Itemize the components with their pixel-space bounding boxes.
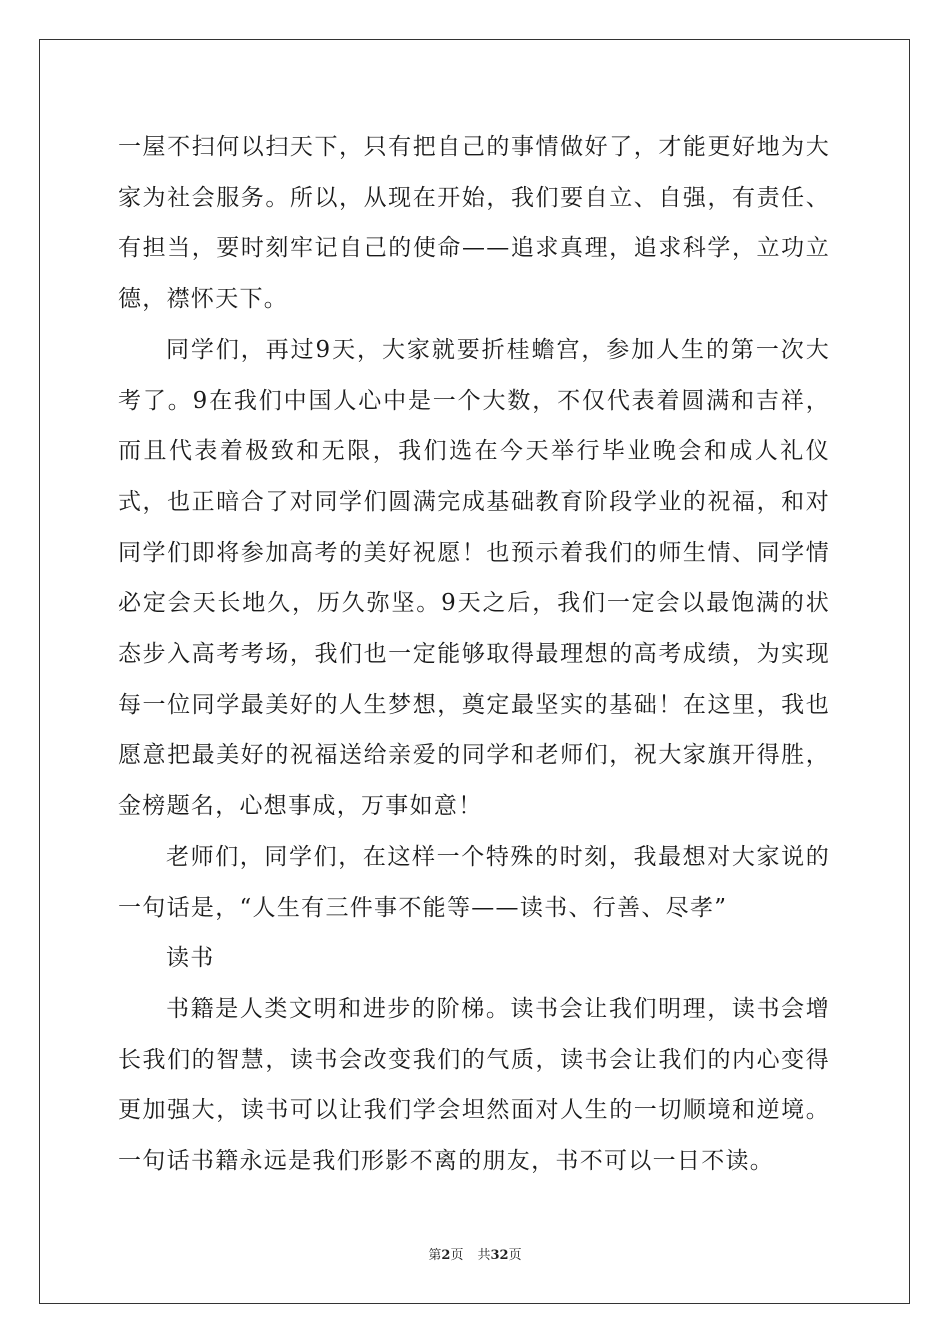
- document-body: [118, 122, 830, 1187]
- paragraph-1: 一屋不扫何以扫天下，只有把自己的事情做好了，才能更好地为大家为社会服务。所以，从现在开始，我们要自立、自强，有责任、有担当，要时刻牢记自己的使命——追求真理，追求科学，立功立德，襟怀天下。: [118, 134, 830, 313]
- total-prefix: 共: [477, 1248, 491, 1263]
- page-prefix: 第: [428, 1248, 442, 1263]
- page-footer: [0, 1247, 950, 1265]
- paragraph-4: 书籍是人类文明和进步的阶梯。读书会让我们明理，读书会增长我们的智慧，读书会改变我们的气质，读书会让我们的内心变得更加强大，读书可以让我们学会坦然面对人生的一切顺境和逆境。一句话书籍永远是我们形影不离的朋友，书不可以一日不读。: [118, 995, 830, 1175]
- section-heading-reading: 读书: [166, 945, 215, 972]
- page-suffix: 页: [450, 1248, 464, 1263]
- total-pages: 32: [490, 1248, 509, 1263]
- page-number: 2: [441, 1248, 451, 1263]
- paragraph-3: 老师们，同学们，在这样一个特殊的时刻，我最想对大家说的一句话是，“人生有三件事不能等——读书、行善、尽孝”: [118, 843, 830, 921]
- paragraph-2: 同学们，再过9天，大家就要折桂蟾宫，参加人生的第一次大考了。9在我们中国人心中是一个大数，不仅代表着圆满和吉祥，而且代表着极致和无限，我们选在今天举行毕业晚会和成人礼仪式，也正暗合了对同学们圆满完成基础教育阶段学业的祝福，和对同学们即将参加高考的美好祝愿！也预示着我们的师生情、同学情必定会天长地久，历久弥坚。9天之后，我们一定会以最饱满的状态步入高考考场，我们也一定能够取得最理想的高考成绩，为实现每一位同学最美好的人生梦想，奠定最坚实的基础！在这里，我也愿意把最美好的祝福送给亲爱的同学和老师们，祝大家旗开得胜，金榜题名，心想事成，万事如意！: [118, 336, 830, 820]
- total-suffix: 页: [508, 1248, 522, 1263]
